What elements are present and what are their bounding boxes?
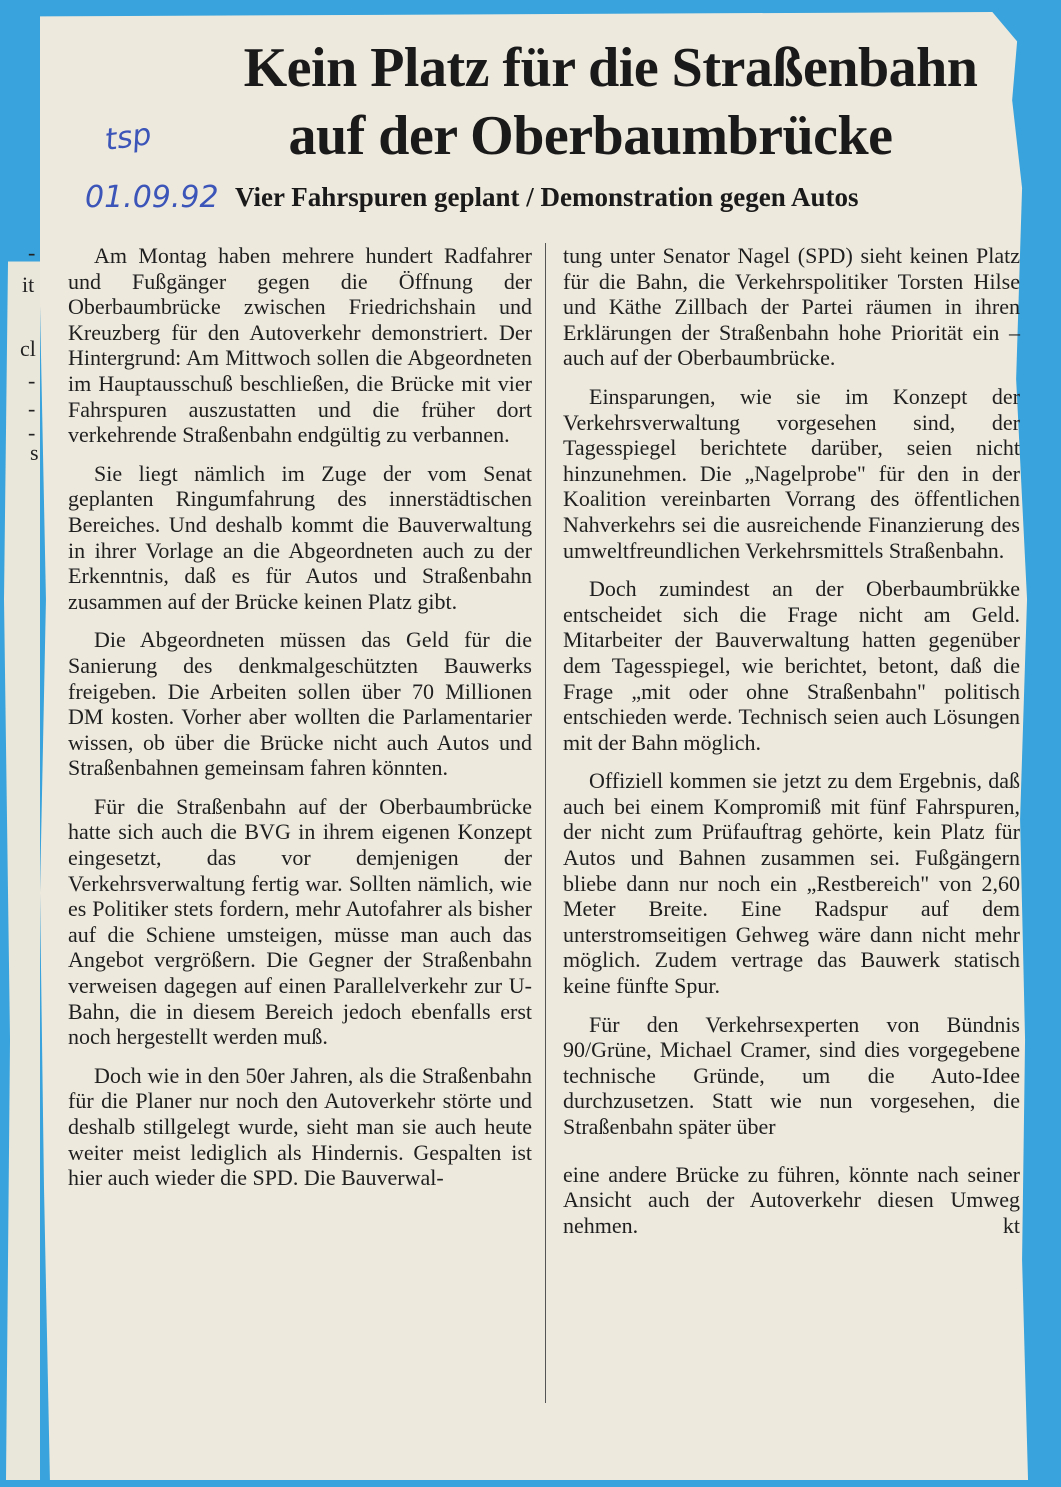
headline-line-2: auf der Oberbaumbrücke xyxy=(288,105,893,167)
handwritten-source-note: tsp xyxy=(102,116,154,159)
article-paragraph-final xyxy=(563,1162,1020,1239)
margin-fragment: - xyxy=(28,240,36,265)
article-paragraph: Offiziell kommen sie jetzt zu dem Ergebnis, daß auch bei einem Kompromiß mit fünf Fahrspuren, der nicht zum Prüfauftrag gehörte, kein Platz für Autos und Bahnen zusammen sei. Fußgängern bliebe dann nur noch ein „Restbereich" von 2,60 Meter Breite. Eine Radspur auf dem unterstromseitigen Gehweg wäre dann nicht mehr möglich. Zudem vertrage das Bauwerk statisch keine fünfte Spur. xyxy=(563,768,1020,999)
article-paragraph: Für den Verkehrsexperten von Bündnis 90/Grüne, Michael Cramer, sind dies vorgegebene technische Gründe, um die Auto-Idee durchzusetzen. Statt wie nun vorgesehen, die Straßenbahn später über xyxy=(563,1011,1020,1139)
margin-fragment: - xyxy=(28,396,36,421)
article-paragraph: Am Montag haben mehrere hundert Radfahrer und Fußgänger gegen die Öffnung der Oberbaumbrücke zwischen Friedrichshain und Kreuzberg für den Autoverkehr demonstriert. Der Hintergrund: Am Mittwoch sollen die Abgeordneten im Hauptausschuß beschließen, die Brücke mit vier Fahrspuren auszustatten und die früher dort verkehrende Straßenbahn endgültig zu verbannen. xyxy=(68,243,532,448)
adjacent-clipping-strip xyxy=(0,12,40,1480)
article-column-right xyxy=(563,243,1020,1238)
margin-fragment: cl xyxy=(20,336,36,361)
article-final-text: eine andere Brücke zu führen, könnte nach seiner Ansicht auch der Autoverkehr diesen Umweg nehmen. xyxy=(563,1161,1020,1238)
margin-fragment: it xyxy=(22,272,35,297)
article-paragraph: Sie liegt nämlich im Zuge der vom Senat geplanten Ringumfahrung des innerstädtischen Bereiches. Und deshalb kommt die Bauverwaltung in ihrer Vorlage an die Abgeordneten auch zu der Erkenntnis, daß es für Autos und Straßenbahn zusammen auf der Brücke keinen Platz gibt. xyxy=(68,460,532,614)
margin-fragment: - xyxy=(28,368,36,393)
article-paragraph: Doch zumindest an der Oberbaumbrükke entscheidet sich die Frage nicht am Geld. Mitarbeiter der Bauverwaltung hatten gegenüber dem Tagesspiegel, wie berichtet, betont, daß die Frage „mit oder ohne Straßenbahn" politisch entschieden werde. Technisch seien auch Lösungen mit der Bahn möglich. xyxy=(563,576,1020,755)
handwritten-date-note: 01.09.92 xyxy=(85,180,219,215)
article-paragraph: tung unter Senator Nagel (SPD) sieht keinen Platz für die Bahn, die Verkehrspolitiker Torsten Hilse und Käthe Zillbach der Partei räumen in ihren Erklärungen der Straßenbahn hohe Priorität ein – auch auf der Oberbaumbrücke. xyxy=(563,243,1020,371)
article-column-left xyxy=(68,243,532,1191)
article-paragraph: Doch wie in den 50er Jahren, als die Straßenbahn für die Planer nur noch den Autoverkehr störte und deshalb stillgelegt wurde, sieht man sie auch heute weiter meist lediglich als Hindernis. Gespalten ist hier auch wieder die SPD. Die Bauverwal- xyxy=(68,1062,532,1191)
subheadline: Vier Fahrspuren geplant / Demonstration gegen Autos xyxy=(235,182,859,212)
margin-fragment: s xyxy=(30,440,39,465)
article-paragraph: Einsparungen, wie sie im Konzept der Verkehrsverwaltung vorgesehen sind, der Tagesspiegel berichtete darüber, seien nicht hinzunehmen. Die „Nagelprobe" für den in der Koalition vereinbarten Vorrang des öffentlichen Nahverkehrs sei die ausreichende Finanzierung des umweltfreundlichen Verkehrsmittels Straßenbahn. xyxy=(563,383,1020,563)
author-initials: kt xyxy=(1002,1212,1020,1238)
article-paragraph: Die Abgeordneten müssen das Geld für die Sanierung des denkmalgeschützten Bauwerks freigeben. Die Arbeiten sollen über 70 Millionen DM kosten. Vorher aber wollten die Parlamentarier wissen, ob über die Brücke nicht auch Autos und Straßenbahnen gemeinsam fahren könnten. xyxy=(68,627,532,781)
margin-fragment: - xyxy=(28,420,36,445)
column-divider xyxy=(545,243,546,1403)
article-paragraph: Für die Straßenbahn auf der Oberbaumbrücke hatte sich auch die BVG in ihrem eigenen Konzept eingesetzt, das vor demjenigen der Verkehrsverwaltung fertig war. Sollten nämlich, wie es Politiker stets fordern, mehr Autofahrer als bisher auf die Schiene umsteigen, müsse man auch das Angebot vergrößern. Die Gegner der Straßenbahn verweisen dagegen auf einen Parallelverkehr zur U-Bahn, die in diesem Bereich jedoch ebenfalls erst noch hergestellt werden muß. xyxy=(68,793,532,1050)
headline-line-1: Kein Platz für die Straßenbahn xyxy=(243,37,978,99)
